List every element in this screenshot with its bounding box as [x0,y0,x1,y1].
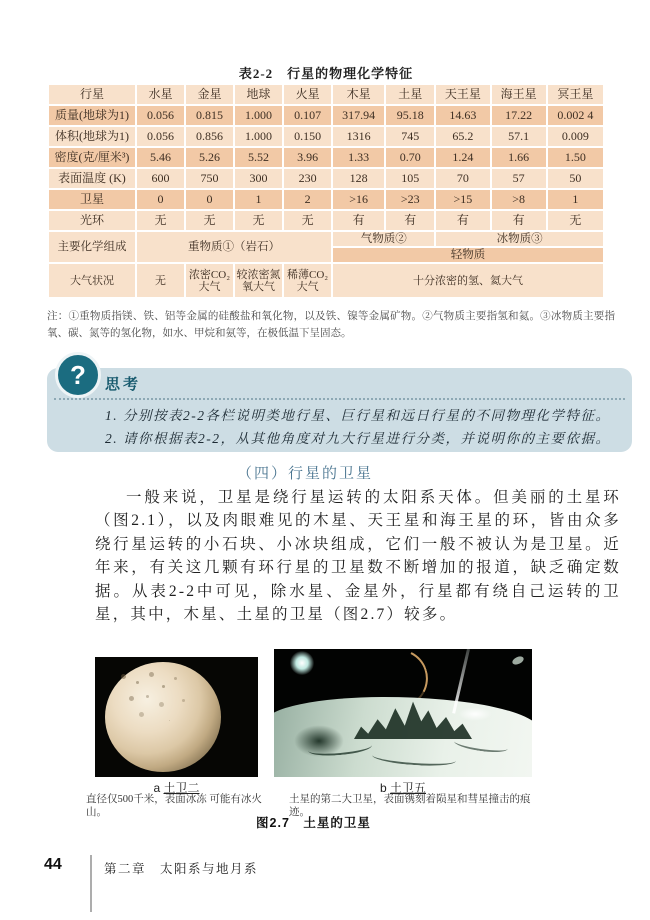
impact-glow [458,707,492,721]
cell: 5.46 [137,148,184,167]
table-footnote: 注：①重物质指镁、铁、铝等金属的硅酸盐和氧化物，以及铁、镍等金属矿物。②气物质主要指氢和氦。③冰物质主要指氧、碳、氮等的氢化物，如水、甲烷和氨等，在极低温下呈固态。 [47,311,615,339]
table-row-rings [49,211,603,230]
cell: 14.63 [436,106,489,125]
cell: 600 [137,169,184,188]
header-cell: 海王星 [492,85,546,104]
cell: 1.33 [333,148,384,167]
header-cell: 金星 [186,85,233,104]
enceladus-photo [95,657,258,777]
cell: 稀薄CO₂大气 [284,264,331,297]
page-number: 44 [44,856,62,873]
planet-properties-table [47,83,605,299]
cell: 57.1 [492,127,546,146]
cell: 1316 [333,127,384,146]
think-question-2: 2. 请你根据表2-2，从其他角度对九大行星进行分类，并说明你的主要依据。 [105,430,611,446]
cell-heavy-matter: 重物质①（岩石） [137,232,331,262]
table-title: 表2-2 行星的物理化学特征 [238,66,414,81]
row-label: 卫星 [49,190,135,209]
cell-gas-matter: 气物质② [333,232,434,246]
star-glow [290,651,314,675]
cell: 1.000 [235,106,282,125]
question-mark-icon [55,352,101,398]
cell: 70 [436,169,489,188]
cell: 0.056 [137,106,184,125]
cell: 有 [333,211,384,230]
moon-name: 土卫二 [163,781,200,795]
cell: 无 [137,211,184,230]
table-row-mass [49,106,603,125]
header-cell: 行星 [49,85,135,104]
table-row-temperature [49,169,603,188]
cell: 0.056 [137,127,184,146]
cell: 0.856 [186,127,233,146]
cell: 无 [548,211,603,230]
table-row-atmosphere [49,264,603,297]
cell: 无 [186,211,233,230]
table-row-density [49,148,603,167]
question-glyph: ? [70,359,86,390]
cell: 105 [386,169,434,188]
chapter-title: 第二章 太阳系与地月系 [104,862,259,876]
section-heading: （四）行星的卫星 [237,466,374,482]
header-cell: 木星 [333,85,384,104]
cell: 57 [492,169,546,188]
cell: 65.2 [436,127,489,146]
table-header-row [49,85,603,104]
table-row-satellites [49,190,603,209]
cell: 0.009 [548,127,603,146]
moon-sphere [105,662,221,772]
body-paragraph: 一般来说，卫星是绕行星运转的太阳系天体。但美丽的土星环（图2.1），以及肉眼难见的木星、天王星和海王星的环，皆由众多绕行星运转的小石块、小冰块组成，它们一般不被认为是卫星。近年来，有关这几颗有环行星的卫星数不断增加的报道，缺乏确定数据。从表2-2中可见，除水星、金星外，行星都有绕自己运转的卫星，其中，木星、土星的卫星（图2.7）较多。 [95,489,621,624]
cell: 无 [284,211,331,230]
cell: 745 [386,127,434,146]
cell: 0 [186,190,233,209]
cell: 0.815 [186,106,233,125]
cell-light-matter: 轻物质 [333,248,603,262]
cell: 1.66 [492,148,546,167]
cell: 2 [284,190,331,209]
cell: 1 [235,190,282,209]
cell: 十分浓密的氢、氦大气 [333,264,603,297]
cell: 有 [436,211,489,230]
think-questions [105,405,618,450]
cell: 无 [137,264,184,297]
cell: >15 [436,190,489,209]
cell-ice-matter: 冰物质③ [436,232,603,246]
header-cell: 冥王星 [548,85,603,104]
cell: >23 [386,190,434,209]
think-question-1: 1. 分别按表2-2各栏说明类地行星、巨行星和远日行星的不同物理化学特征。 [105,408,611,423]
row-label: 大气状况 [49,264,135,297]
cell: 1.000 [235,127,282,146]
label-letter: b [379,781,387,795]
figure-caption: 图2.7 土星的卫星 [256,816,371,830]
header-cell: 水星 [137,85,184,104]
table-row-volume [49,127,603,146]
cell: >16 [333,190,384,209]
think-box [47,359,632,452]
header-cell: 火星 [284,85,331,104]
moon-name: 土卫五 [390,781,427,795]
cell: 浓密CO₂大气 [186,264,233,297]
cell: 50 [548,169,603,188]
cell: 有 [492,211,546,230]
cell: 17.22 [492,106,546,125]
row-label: 主要化学组成 [49,232,135,262]
think-box-title: 思考 [105,376,142,393]
header-cell: 地球 [235,85,282,104]
cell: 230 [284,169,331,188]
cell: 0.107 [284,106,331,125]
distant-object [511,655,525,666]
cell: >8 [492,190,546,209]
cell: 5.26 [186,148,233,167]
row-label: 表面温度 (K) [49,169,135,188]
cell: 0.150 [284,127,331,146]
cell: 有 [386,211,434,230]
dotted-divider [54,398,625,400]
image-description-a: 直径仅500千米，表面冰冻 可能有冰火山。 [86,794,262,818]
cell: 0.70 [386,148,434,167]
cell: 1 [548,190,603,209]
rhea-surface-photo [274,649,532,777]
label-letter: a [153,781,161,795]
header-cell: 土星 [386,85,434,104]
cell: 1.50 [548,148,603,167]
header-cell: 天王星 [436,85,489,104]
cell: 较浓密氮氧大气 [235,264,282,297]
row-label: 光环 [49,211,135,230]
image-description-b: 土星的第二大卫星，表面镌刻着陨星和彗星撞击的痕迹。 [289,794,531,818]
cell: 128 [333,169,384,188]
cell: 750 [186,169,233,188]
footer-divider [90,855,92,912]
row-label: 体积(地球为1) [49,127,135,146]
row-label: 密度(克/厘米³) [49,148,135,167]
cell: 无 [235,211,282,230]
cell: 0 [137,190,184,209]
row-label: 质量(地球为1) [49,106,135,125]
cell: 3.96 [284,148,331,167]
table-row-composition [49,232,603,246]
cell: 317.94 [333,106,384,125]
cell: 5.52 [235,148,282,167]
cell: 0.002 4 [548,106,603,125]
cell: 300 [235,169,282,188]
cell: 95.18 [386,106,434,125]
cell: 1.24 [436,148,489,167]
